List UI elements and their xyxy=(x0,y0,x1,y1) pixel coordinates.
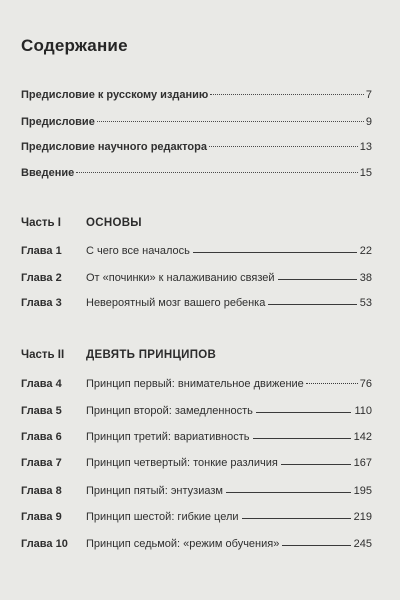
chapter-title: Принцип шестой: гибкие цели xyxy=(86,511,239,523)
entry-page: 13 xyxy=(359,141,372,153)
chapter-row-9 xyxy=(21,510,372,524)
chapter-page: 110 xyxy=(354,405,372,417)
dot-leader xyxy=(76,172,357,173)
chapter-title: С чего все началось xyxy=(86,245,190,257)
chapter-number: Глава 2 xyxy=(21,272,62,284)
toc-entry-editor-foreword xyxy=(21,140,372,154)
chapter-title: Принцип четвертый: тонкие различия xyxy=(86,457,278,469)
entry-page: 15 xyxy=(359,167,372,179)
part-title: ОСНОВЫ xyxy=(86,217,142,229)
chapter-number: Глава 3 xyxy=(21,297,62,309)
toc-entry-foreword-russian xyxy=(21,88,372,102)
chapter-title: Принцип пятый: энтузиазм xyxy=(86,485,223,497)
entry-label: Предисловие к русскому изданию xyxy=(21,89,209,101)
chapter-title: Принцип второй: замедленность xyxy=(86,405,253,417)
dot-leader xyxy=(210,94,364,95)
part-heading-2 xyxy=(21,349,216,361)
chapter-row-3 xyxy=(21,296,372,310)
part-heading-1 xyxy=(21,217,142,229)
chapter-row-2 xyxy=(21,271,372,285)
chapter-row-5 xyxy=(21,404,372,418)
chapter-leader xyxy=(193,252,357,253)
chapter-row-8 xyxy=(21,484,372,498)
chapter-number: Глава 9 xyxy=(21,511,62,523)
chapter-leader xyxy=(256,412,352,413)
entry-page: 9 xyxy=(365,116,372,128)
entry-page: 7 xyxy=(365,89,372,101)
dot-leader xyxy=(97,121,364,122)
chapter-row-6 xyxy=(21,430,372,444)
chapter-leader xyxy=(306,383,358,384)
chapter-title: Принцип седьмой: «режим обучения» xyxy=(86,538,280,550)
chapter-page: 167 xyxy=(353,457,372,469)
entry-label: Предисловие xyxy=(21,116,95,128)
chapter-page: 76 xyxy=(359,378,372,390)
chapter-page: 195 xyxy=(353,485,372,497)
chapter-leader xyxy=(281,464,351,465)
chapter-page: 53 xyxy=(359,297,372,309)
toc-title: Содержание xyxy=(21,36,128,55)
chapter-title: Принцип третий: вариативность xyxy=(86,431,250,443)
chapter-row-10 xyxy=(21,537,372,551)
chapter-page: 142 xyxy=(353,431,372,443)
part-number: Часть I xyxy=(21,217,61,229)
chapter-leader xyxy=(282,545,350,546)
entry-label: Введение xyxy=(21,167,75,179)
chapter-number: Глава 5 xyxy=(21,405,62,417)
chapter-leader xyxy=(242,518,351,519)
chapter-number: Глава 1 xyxy=(21,245,62,257)
chapter-row-4 xyxy=(21,377,372,391)
chapter-leader xyxy=(278,279,357,280)
chapter-number: Глава 4 xyxy=(21,378,62,390)
part-title: ДЕВЯТЬ ПРИНЦИПОВ xyxy=(86,349,217,361)
toc-entry-foreword xyxy=(21,115,372,129)
chapter-leader xyxy=(268,304,356,305)
chapter-row-7 xyxy=(21,456,372,470)
chapter-number: Глава 7 xyxy=(21,457,62,469)
chapter-title: От «починки» к налаживанию связей xyxy=(86,272,275,284)
chapter-title: Невероятный мозг вашего ребенка xyxy=(86,297,266,309)
chapter-page: 245 xyxy=(353,538,372,550)
chapter-leader xyxy=(253,438,351,439)
chapter-page: 22 xyxy=(359,245,372,257)
chapter-number: Глава 6 xyxy=(21,431,62,443)
part-number: Часть II xyxy=(21,349,65,361)
chapter-title: Принцип первый: внимательное движение xyxy=(86,378,304,390)
chapter-page: 38 xyxy=(359,272,372,284)
chapter-row-1 xyxy=(21,244,372,258)
chapter-page: 219 xyxy=(353,511,372,523)
chapter-number: Глава 10 xyxy=(21,538,68,550)
chapter-number: Глава 8 xyxy=(21,485,62,497)
dot-leader xyxy=(209,146,358,147)
chapter-leader xyxy=(226,492,351,493)
entry-label: Предисловие научного редактора xyxy=(21,141,207,153)
toc-entry-introduction xyxy=(21,166,372,180)
